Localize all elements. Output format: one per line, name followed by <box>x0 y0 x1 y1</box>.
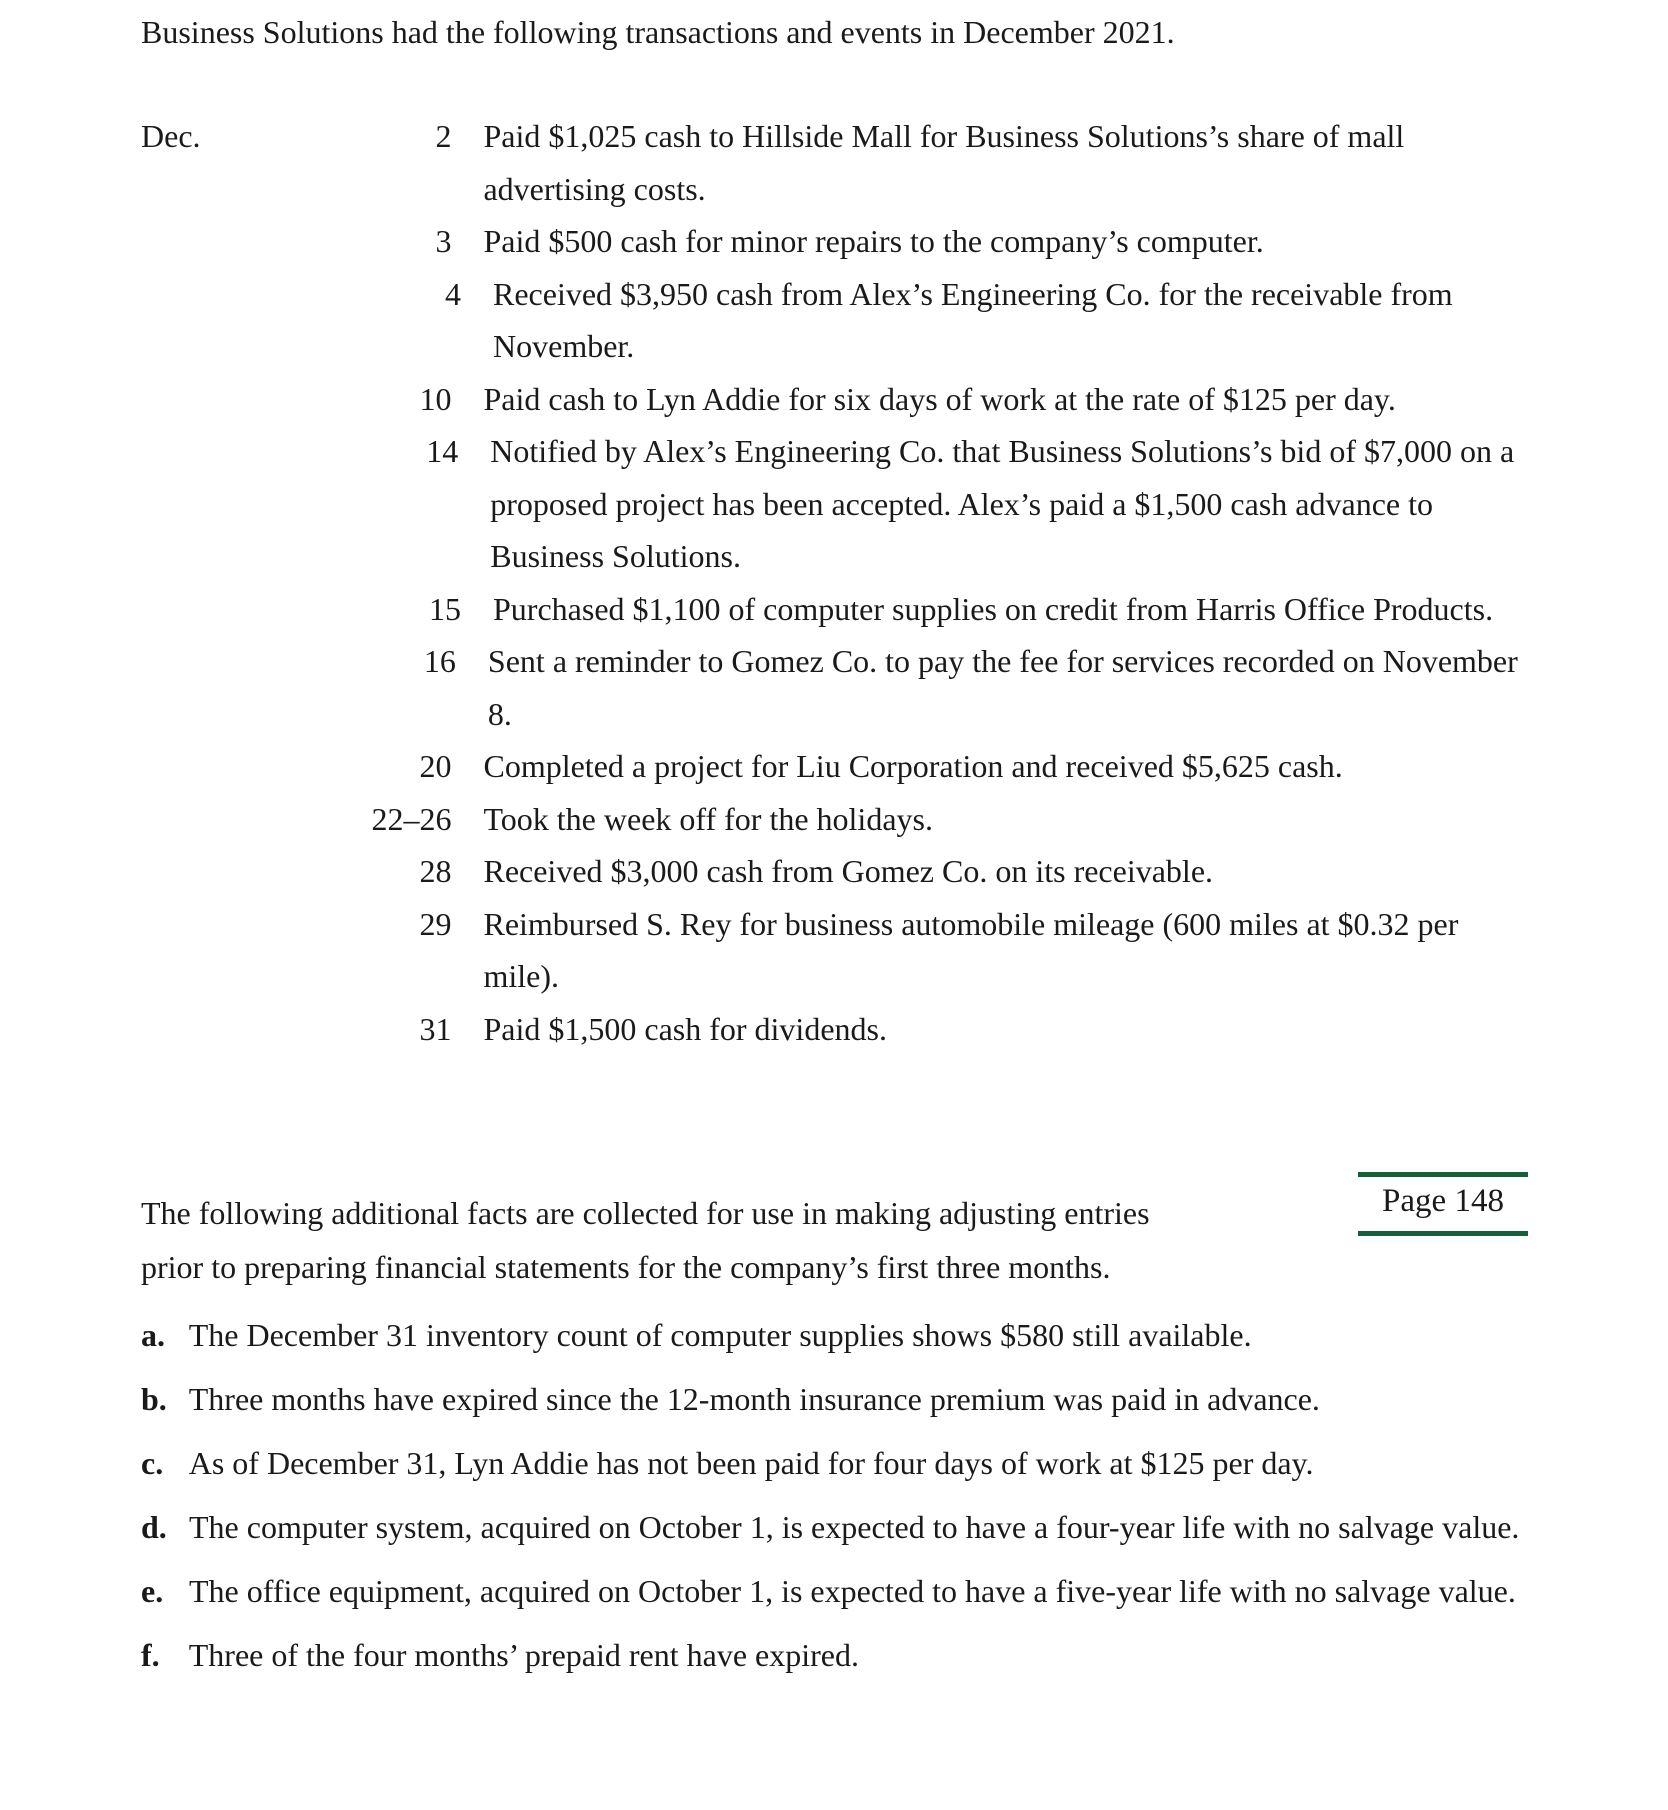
fact-text: Three months have expired since the 12-month insurance premium was paid in advance. <box>188 1381 1320 1417</box>
intro-line-1: The following additional facts are collected for use in making adjusting entries <box>141 1195 1150 1231</box>
transaction-day: 15 <box>429 590 461 627</box>
transaction-day: 2 <box>435 118 452 154</box>
transaction-day: 29 <box>419 905 452 942</box>
transaction-row <box>141 110 1541 215</box>
transaction-text: Reimbursed S. Rey for business automobile mileage (600 miles at $0.32 per mile). <box>483 905 1459 994</box>
transaction-text: Notified by Alex’s Engineering Co. that Business Solutions’s bid of $7,000 on a proposed project has been accepted. Alex’s paid a $1,500 cash advance to Business Solutions. <box>490 433 1515 574</box>
transaction-list <box>141 110 1541 1055</box>
transaction-row <box>141 1003 1541 1056</box>
fact-text: As of December 31, Lyn Addie has not been paid for four days of work at $125 per day. <box>188 1445 1314 1481</box>
transaction-text: Paid $500 cash for minor repairs to the company’s computer. <box>483 223 1264 259</box>
transaction-text: Paid $1,025 cash to Hillside Mall for Business Solutions’s share of mall advertising costs. <box>483 118 1405 207</box>
fact-label: c. <box>141 1445 164 1481</box>
fact-label: b. <box>141 1381 167 1417</box>
fact-label: a. <box>141 1317 165 1353</box>
transaction-row <box>141 425 1541 583</box>
transaction-text: Sent a reminder to Gomez Co. to pay the fee for services recorded on November 8. <box>487 643 1518 732</box>
transaction-row <box>141 373 1541 426</box>
fact-label: f. <box>141 1637 160 1673</box>
transaction-day: 28 <box>419 853 452 889</box>
fact-text: The office equipment, acquired on October 1, is expected to have a five-year life with no salvage value. <box>189 1573 1516 1609</box>
transaction-day: 4 <box>445 275 461 312</box>
transaction-row <box>141 583 1541 636</box>
intro-heading: Business Solutions had the following transactions and events in December 2021. <box>141 14 1175 50</box>
transaction-row <box>141 898 1541 1003</box>
transaction-text: Took the week off for the holidays. <box>483 800 933 837</box>
fact-label: d. <box>141 1509 167 1545</box>
fact-item <box>141 1308 1541 1362</box>
transaction-row <box>141 845 1541 898</box>
fact-item <box>141 1628 1541 1682</box>
transaction-text: Received $3,950 cash from Alex’s Engineering Co. for the receivable from November. <box>493 275 1453 364</box>
transaction-day: 14 <box>426 433 459 469</box>
fact-item <box>141 1436 1541 1490</box>
adjusting-facts-list <box>141 1308 1541 1692</box>
transaction-row <box>141 215 1541 268</box>
transaction-text: Completed a project for Liu Corporation and received $5,625 cash. <box>483 748 1343 784</box>
transaction-day: 22–26 <box>371 800 452 837</box>
transaction-row <box>141 635 1541 740</box>
transaction-text: Received $3,000 cash from Gomez Co. on its receivable. <box>483 853 1214 889</box>
transaction-text: Purchased $1,100 of computer supplies on credit from Harris Office Products. <box>493 590 1494 627</box>
transaction-row <box>141 740 1541 793</box>
transaction-day: 20 <box>419 748 452 784</box>
month-label: Dec. <box>141 118 201 154</box>
fact-text: Three of the four months’ prepaid rent have expired. <box>188 1637 859 1673</box>
fact-text: The December 31 inventory count of computer supplies shows $580 still available. <box>188 1317 1252 1353</box>
fact-text: The computer system, acquired on October 1, is expected to have a four-year life with no salvage value. <box>189 1509 1520 1545</box>
transaction-day: 31 <box>419 1010 452 1047</box>
transaction-row <box>141 793 1541 846</box>
fact-label: e. <box>141 1573 164 1609</box>
transaction-day: 16 <box>423 643 456 679</box>
transaction-text: Paid cash to Lyn Addie for six days of work at the rate of $125 per day. <box>483 380 1396 417</box>
transaction-text: Paid $1,500 cash for dividends. <box>483 1010 887 1047</box>
intro-line-2: prior to preparing financial statements for the company’s first three months. <box>141 1249 1111 1285</box>
transaction-day: 3 <box>435 223 452 259</box>
transaction-day: 10 <box>419 380 452 417</box>
page-number-marker: Page 148 <box>1358 1172 1528 1236</box>
fact-item <box>141 1372 1541 1426</box>
transaction-row <box>141 268 1541 373</box>
fact-item <box>141 1500 1541 1554</box>
fact-item <box>141 1564 1541 1618</box>
